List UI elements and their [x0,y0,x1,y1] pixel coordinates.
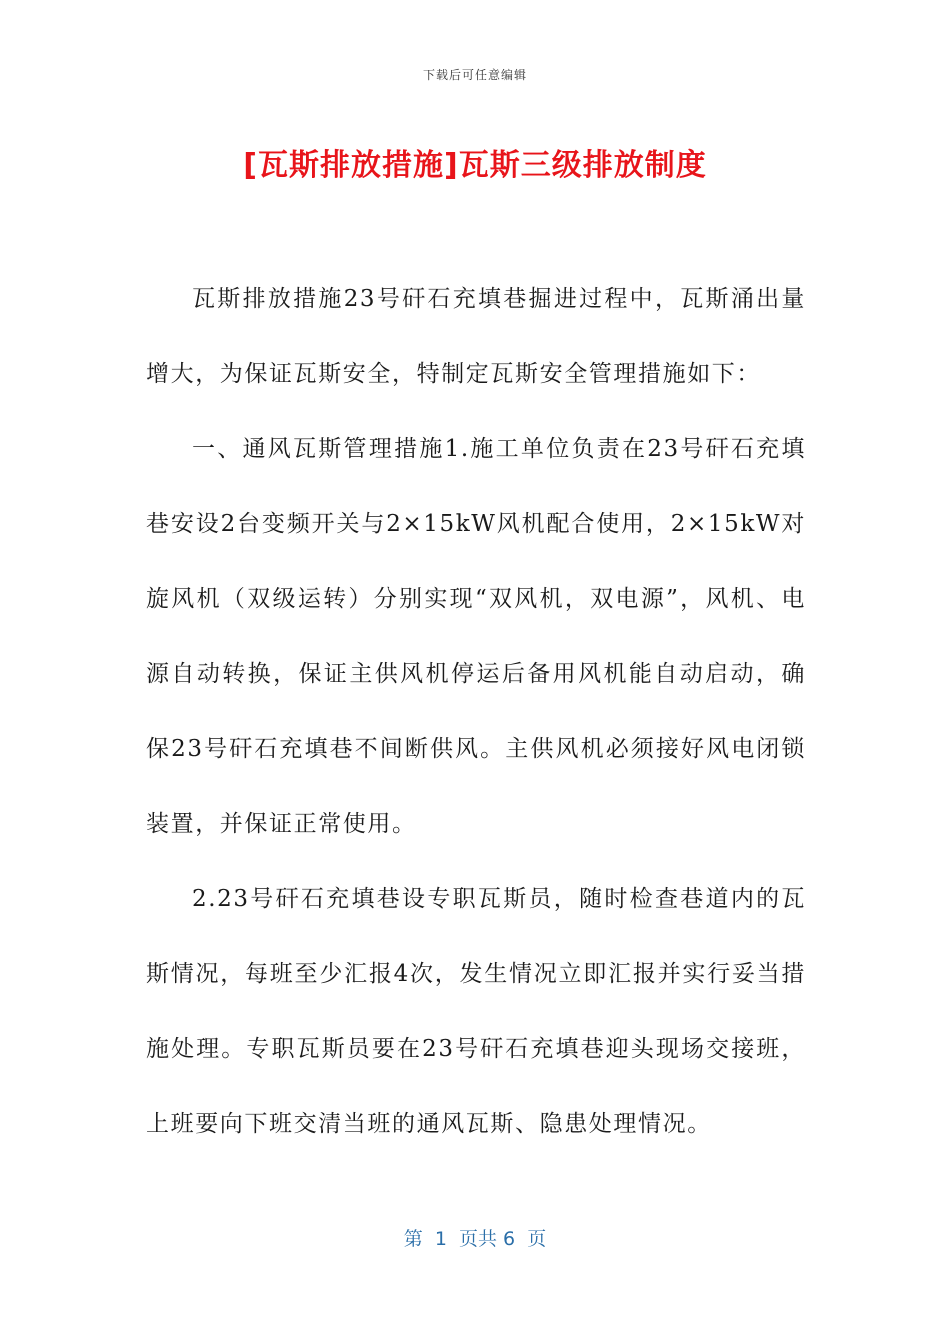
paragraph-ventilation-measures: 一、通风瓦斯管理措施1.施工单位负责在23号矸石充填巷安设2台变频开关与2×15kW风机配合使用，2×15kW对旋风机（双级运转）分别实现“双风机，双电源”，风机、电源自动转换，保证主供风机停运后备用风机能自动启动，确保23号矸石充填巷不间断供风。主供风机必须接好风电闭锁装置，并保证正常使用。 [146,436,806,837]
document-body [146,262,806,1162]
page-number: 第 1 页共 6 页 [403,1228,547,1250]
paragraph-gas-inspector: 2.23号矸石充填巷设专职瓦斯员，随时检查巷道内的瓦斯情况，每班至少汇报4次，发生情况立即汇报并实行妥当措施处理。专职瓦斯员要在23号矸石充填巷迎头现场交接班，上班要向下班交清当班的通风瓦斯、隐患处理情况。 [146,886,806,1137]
paragraph-intro: 瓦斯排放措施23号矸石充填巷掘进过程中，瓦斯涌出量增大，为保证瓦斯安全，特制定瓦斯安全管理措施如下： [146,286,806,387]
header-note: 下载后可任意编辑 [422,68,527,82]
document-title: [瓦斯排放措施]瓦斯三级排放制度 [243,148,707,183]
